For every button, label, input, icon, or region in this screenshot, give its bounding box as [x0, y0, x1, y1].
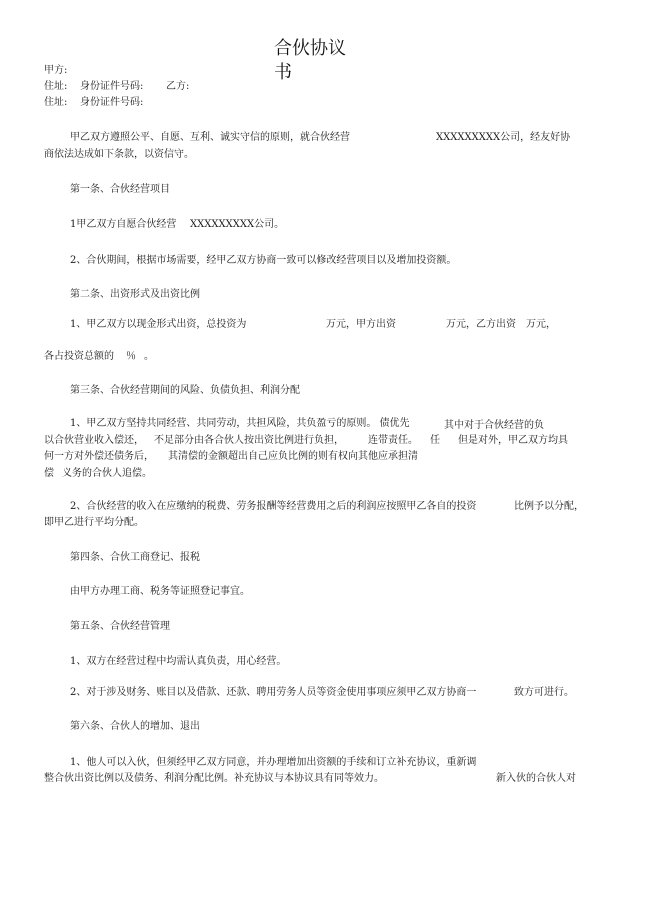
clause-2-1: 1、甲乙双方以现金形式出资，总投资为	[70, 319, 247, 330]
clause-3-2-line2: 即甲乙进行平均分配。	[44, 517, 144, 528]
clause-2-1-percent: ％	[126, 351, 136, 362]
clause-2-1-end: 。	[144, 351, 154, 362]
clause-2-1-blank-total: 万元，甲方出资	[326, 319, 396, 330]
clause-3-1-line3: 其清偿的金额超出自己应负比例的则有权向其他应承担清	[168, 451, 418, 462]
section-heading: 第二条、出资形式及出资比例	[70, 289, 200, 300]
clause-3-1-line4: 偿	[44, 468, 54, 479]
party-b-label: 乙方:	[166, 81, 190, 92]
document-title: 合伙协议	[274, 38, 346, 59]
clause-2-1-share: 各占投资总额的	[44, 351, 114, 362]
clause-3-1-line2: 任	[430, 435, 440, 446]
clause-1-2: 2、合伙期间，根据市场需要，经甲乙双方协商一致可以修改经营项目以及增加投资额。	[70, 255, 457, 266]
clause-3-1-line2: 但是对外，甲乙双方均具	[458, 435, 568, 446]
document-title-continued: 书	[274, 62, 292, 83]
clause-3-1-line4: 义务的合伙人追偿。	[62, 468, 152, 479]
clause-1-1: 1甲乙双方自愿合伙经营	[70, 219, 177, 230]
clause-4-1: 由甲方办理工商、税务等证照登记事宜。	[70, 586, 250, 597]
clause-3-1-line3: 何一方对外偿还债务后，	[44, 451, 154, 462]
clause-3-1: 1、甲乙双方坚持共同经营、共同劳动，共担风险，共负盈亏的原则。 债优先	[70, 418, 410, 429]
company-placeholder: XXXXXXXXX公司。	[190, 219, 285, 230]
address-label: 住址:	[44, 97, 68, 108]
address-label: 住址:	[44, 81, 68, 92]
clause-5-1: 1、双方在经营过程中均需认真负责，用心经营。	[70, 656, 287, 667]
id-number-label: 身份证件号码:	[80, 97, 144, 108]
clause-3-1-line2: 不足部分由各合伙人按出资比例进行负担，	[154, 435, 344, 446]
section-heading: 第一条、合伙经营项目	[70, 184, 170, 195]
clause-3-1-line2: 连带责任。	[368, 435, 418, 446]
clause-5-2: 2、对于涉及财务、账目以及借款、还款、聘用劳务人员等资金使用事项应须甲乙双方协商一	[70, 687, 477, 698]
clause-2-1-blank-a: 万元，乙方出资	[446, 319, 516, 330]
company-placeholder: XXXXXXXXX公司，经友好协	[436, 132, 571, 143]
clause-6-1-line2: 整合伙出资比例以及债务、利润分配比例。补充协议与本协议具有同等效力。	[44, 773, 384, 784]
clause-6-1-line2: 新入伙的合伙人对	[496, 773, 576, 784]
clause-3-1-fragment: 其中对于合伙经营的负	[444, 420, 544, 431]
clause-3-2: 比例予以分配，	[514, 501, 584, 512]
clause-3-1-line2: 以合伙营业收入偿还，	[44, 435, 144, 446]
clause-3-2: 2、合伙经营的收入在应缴纳的税费、劳务报酬等经营费用之后的利润应按照甲乙各自的投资	[70, 501, 477, 512]
section-heading: 第四条、合伙工商登记、报税	[70, 552, 200, 563]
section-heading: 第五条、合伙经营管理	[70, 621, 170, 632]
party-a-label: 甲方:	[44, 65, 68, 76]
intro-paragraph-continued: 商依法达成如下条款，以资信守。	[44, 149, 194, 160]
clause-5-2: 致方可进行。	[514, 687, 574, 698]
clause-2-1-blank-b: 万元，	[526, 319, 556, 330]
id-number-label: 身份证件号码:	[80, 81, 144, 92]
intro-paragraph: 甲乙双方遵照公平、自愿、互利、诚实守信的原则，就合伙经营	[70, 132, 350, 143]
section-heading: 第六条、合伙人的增加、退出	[70, 721, 200, 732]
clause-6-1: 1、他人可以入伙，但须经甲乙双方同意，并办理增加出资额的手续和订立补充协议，重新调	[70, 757, 477, 768]
section-heading: 第三条、合伙经营期间的风险、负债负担、利润分配	[70, 385, 300, 396]
